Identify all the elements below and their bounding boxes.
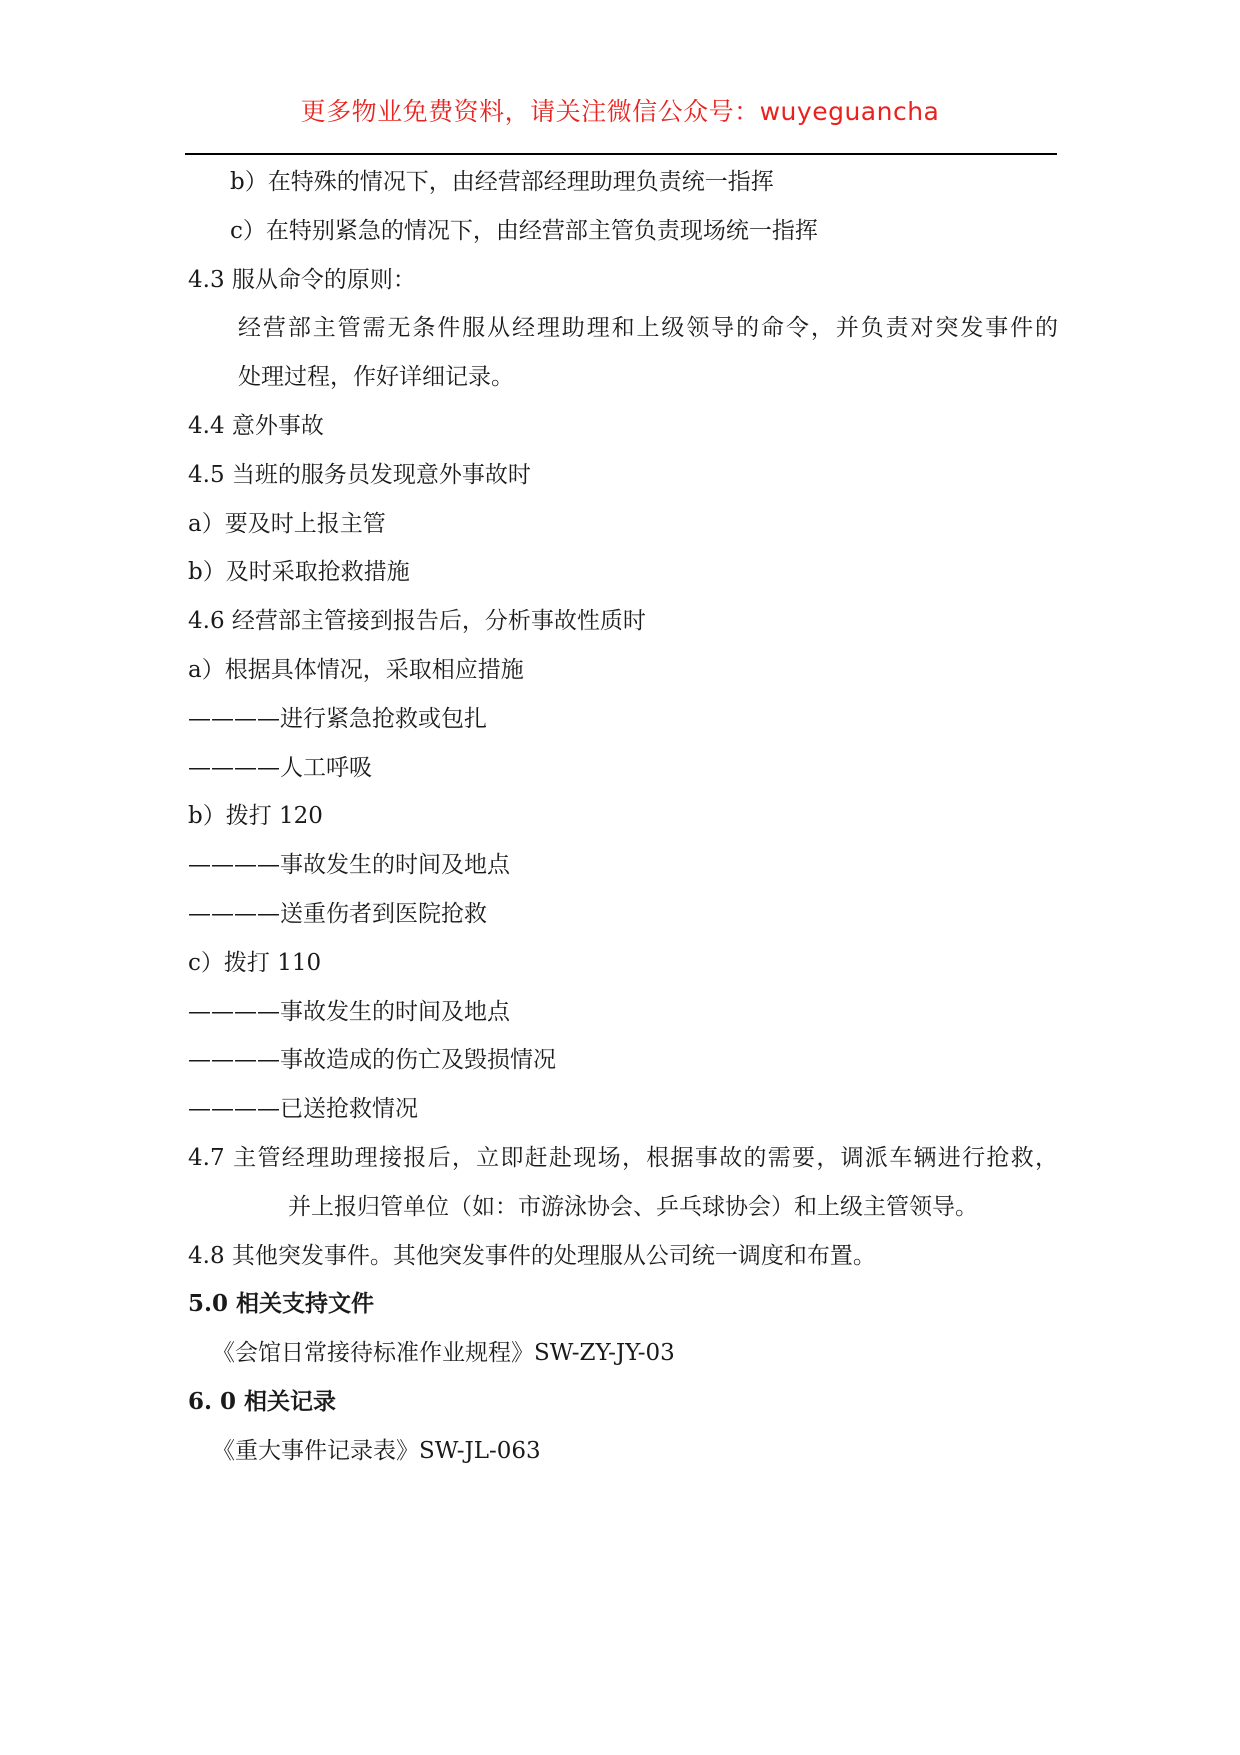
section-heading: 4.4 意外事故 (188, 412, 324, 439)
promo-header: 更多物业免费资料，请关注微信公众号：wuyeguancha (300, 97, 940, 126)
sub-list-item: ————人工呼吸 (188, 754, 372, 781)
paragraph-line: 经营部主管需无条件服从经理助理和上级领导的命令，并负责对突发事件的 (238, 315, 1058, 342)
document-reference: 《会馆日常接待标准作业规程》SW-ZY-JY-03 (212, 1340, 675, 1367)
sub-list-item: ————事故发生的时间及地点 (188, 998, 510, 1025)
section-heading: 4.8 其他突发事件。其他突发事件的处理服从公司统一调度和布置。 (188, 1242, 876, 1269)
sub-list-item: ————事故造成的伤亡及毁损情况 (188, 1047, 556, 1074)
list-item: c）在特别紧急的情况下，由经营部主管负责现场统一指挥 (230, 217, 818, 244)
header-divider (185, 153, 1057, 155)
list-item: a）要及时上报主管 (188, 510, 386, 537)
section-heading: 4.6 经营部主管接到报告后，分析事故性质时 (188, 608, 646, 635)
sub-list-item: ————进行紧急抢救或包扎 (188, 705, 487, 732)
section-heading: 4.7 主管经理助理接报后，立即赶赴现场，根据事故的需要，调派车辆进行抢救， (188, 1144, 1058, 1171)
list-item: b）在特殊的情况下，由经营部经理助理负责统一指挥 (230, 169, 774, 195)
sub-list-item: ————送重伤者到医院抢救 (188, 900, 487, 927)
section-heading: 6. 0 相关记录 (188, 1387, 337, 1415)
sub-list-item: ————已送抢救情况 (188, 1096, 418, 1123)
document-body (188, 158, 1058, 1476)
paragraph-line: 处理过程，作好详细记录。 (238, 364, 514, 391)
section-heading: 5.0 相关支持文件 (188, 1290, 375, 1318)
list-item: b）及时采取抢救措施 (188, 559, 410, 586)
list-item: c）拨打 110 (188, 949, 322, 976)
document-reference: 《重大事件记录表》SW-JL-063 (212, 1437, 541, 1464)
section-heading: 4.3 服从命令的原则： (188, 266, 416, 293)
section-heading: 4.5 当班的服务员发现意外事故时 (188, 461, 531, 488)
list-item: a）根据具体情况，采取相应措施 (188, 656, 524, 683)
list-item: b）拨打 120 (188, 803, 323, 830)
paragraph-line: 并上报归管单位（如：市游泳协会、乒乓球协会）和上级主管领导。 (288, 1193, 978, 1220)
sub-list-item: ————事故发生的时间及地点 (188, 852, 510, 879)
